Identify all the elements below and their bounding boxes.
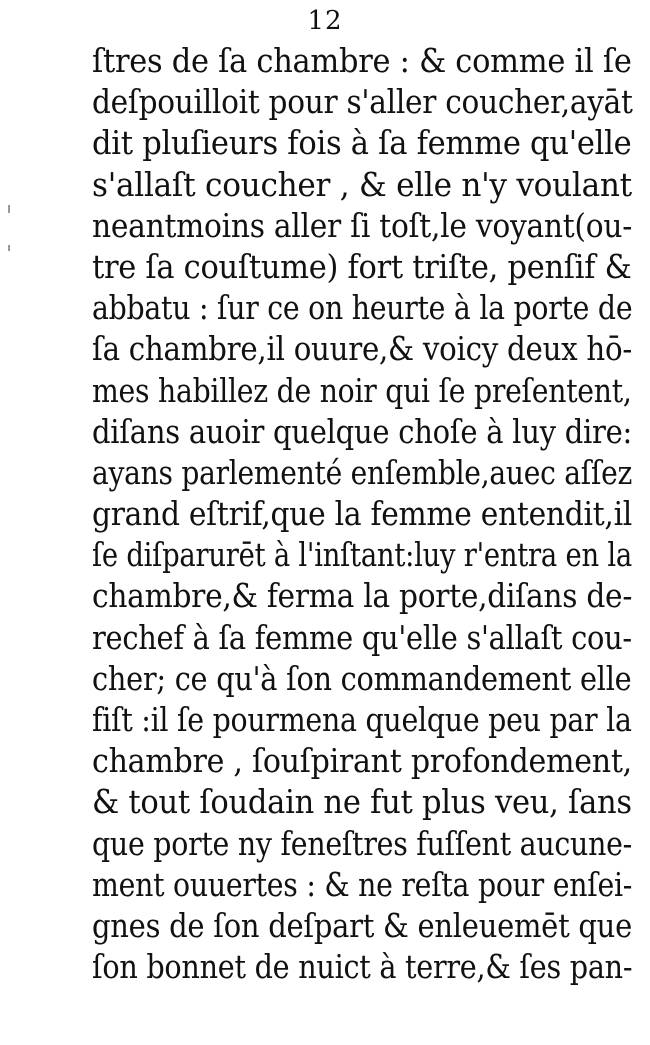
text-line: dit pluſieurs fois à ſa femme qu'elle <box>92 123 632 163</box>
text-line: chambre , ſouſpirant profondement, <box>92 741 632 781</box>
text-line: & tout ſoudain ne fut plus veu, ſans <box>92 782 632 822</box>
text-line: mes habillez de noir qui ſe preſentent, <box>92 370 632 410</box>
text-line: chambre,& ferma la porte,diſans de- <box>92 576 633 616</box>
text-line: diſans auoir quelque choſe à luy dire: <box>92 411 633 451</box>
text-line: ſtres de ſa chambre : & comme il ſe <box>92 41 632 80</box>
text-line: deſpouilloit pour s'aller coucher,ayāt <box>92 82 633 122</box>
text-line: abbatu : ſur ce on heurte à la porte de <box>92 288 633 328</box>
text-line: rechef à ſa femme qu'elle s'allaſt cou- <box>92 617 632 657</box>
text-line: que porte ny feneſtres fuſſent aucune- <box>92 823 633 863</box>
page-number: 12 <box>307 6 343 36</box>
text-line: fiſt :il ſe pourmena quelque peu par la <box>92 700 632 739</box>
text-line: ſon bonnet de nuict à terre,& ſes pan- <box>92 947 633 987</box>
text-line: grand eſtrif,que la femme entendit,il <box>92 494 633 534</box>
text-line: gnes de ſon deſpart & enleuemēt que <box>92 905 632 945</box>
body-text <box>92 40 632 987</box>
text-line: ayans parlementé enſemble,auec aſſez <box>92 452 633 492</box>
edge-speck <box>8 205 10 213</box>
text-line: ment ouuertes : & ne reſta pour enſei- <box>92 864 633 904</box>
text-line: ſa chambre,il ouure,& voicy deux hō- <box>92 329 633 369</box>
text-line: neantmoins aller ſi toſt,le voyant(ou- <box>92 205 632 245</box>
edge-speck <box>8 245 10 251</box>
text-line: ſe diſparurēt à l'inſtant:luy r'entra en la <box>92 535 632 575</box>
text-line: s'allaſt coucher , & elle n'y voulant <box>92 164 632 204</box>
text-line: cher; ce qu'à ſon commandement elle <box>92 658 632 698</box>
text-line: tre ſa couſtume) fort triſte, penſif & <box>92 246 632 286</box>
